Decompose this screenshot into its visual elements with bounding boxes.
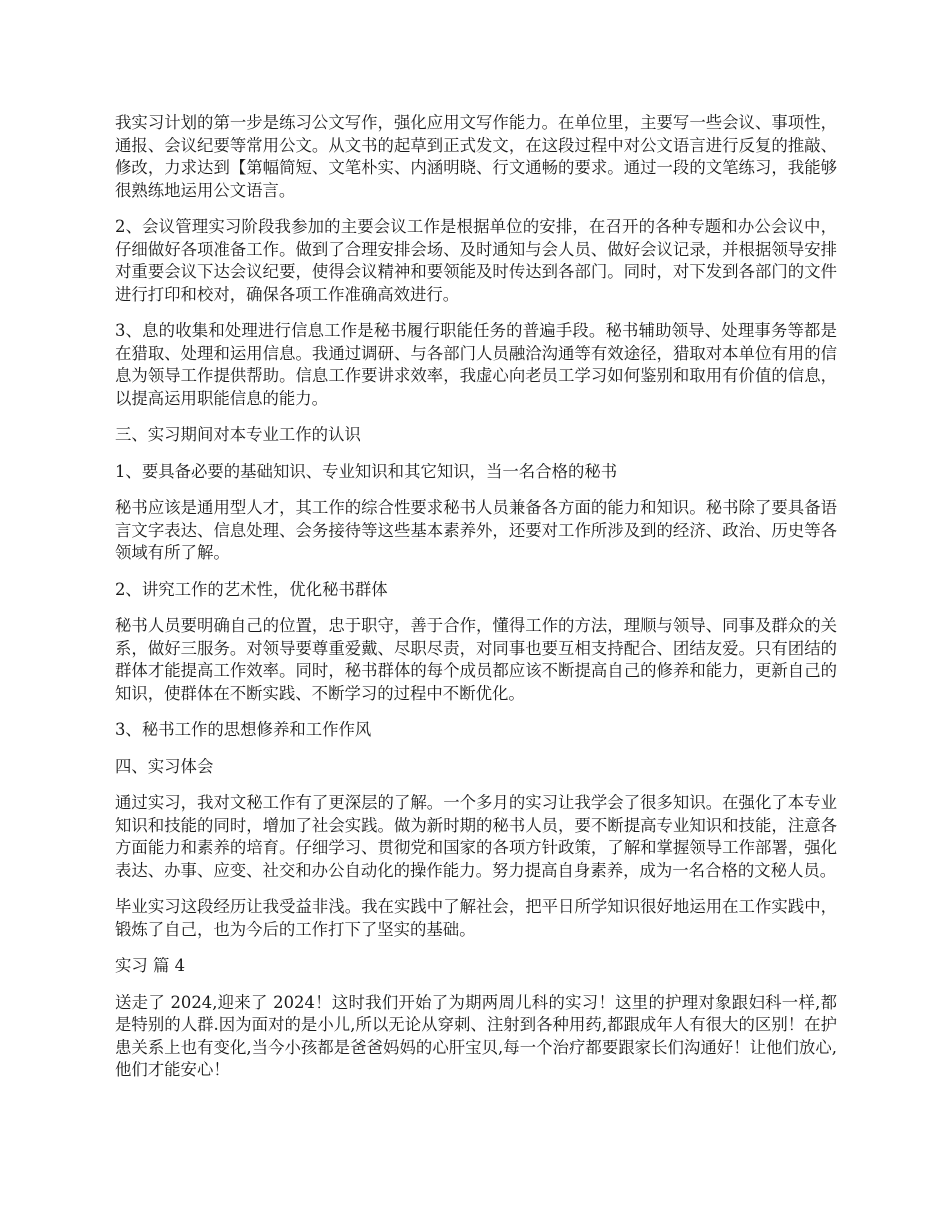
section-heading-experience: 四、实习体会 (115, 756, 214, 776)
paragraph-graduation-internship: 毕业实习这段经历让我受益非浅。我在实践中了解社会，把平日所学知识很好地运用在工作实践中，锻炼了自己，也为今后的工作打下了坚实的基础。 (115, 897, 837, 939)
paragraph-secretary-position: 秘书人员要明确自己的位置，忠于职守，善于合作，懂得工作的方法，理顺与领导、同事及群众的关系，做好三服务。对领导要尊重爱戴、尽职尽责，对同事也要互相支持配合、团结友爱。只有团结的群体才能提高工作效率。同时，秘书群体的每个成员都应该不断提高自己的修养和能力，更新自己的知识，使群体在不断实践、不断学习的过程中不断优化。 (115, 616, 837, 703)
paragraph-pediatrics-internship: 送走了 2024,迎来了 2024！这时我们开始了为期两周儿科的实习！这里的护理对象跟妇科一样,都是特别的人群.因为面对的是小儿,所以无论从穿刺、注射到各种用药,都跟成年人有很大的区别！在护患关系上也有变化,当今小孩都是爸爸妈妈的心肝宝贝,每一个治疗都要跟家长们沟通好！让他们放心,他们才能安心！ (115, 992, 837, 1079)
subheading-knowledge: 1、要具备必要的基础知识、专业知识和其它知识，当一名合格的秘书 (115, 461, 618, 481)
paragraph-secretary-talent: 秘书应该是通用型人才，其工作的综合性要求秘书人员兼备各方面的能力和知识。秘书除了要具备语言文字表达、信息处理、会务接待等这些基本素养外，还要对工作所涉及到的经济、政治、历史等各领域有所了解。 (115, 498, 837, 562)
section-heading-understanding: 三、实习期间对本专业工作的认识 (115, 425, 361, 444)
article-heading-part4: 实习 篇 4 (115, 956, 186, 975)
paragraph-meeting-management: 2、会议管理实习阶段我参加的主要会议工作是根据单位的安排，在召开的各种专题和办公会议中，仔细做好各项准备工作。做到了合理安排会场、及时通知与会人员、做好会议记录，并根据领导安排对重要会议下达会议纪要，使得会议精神和要领能及时传达到各部门。同时，对下发到各部门的文件进行打印和校对，确保各项工作准确高效进行。 (115, 217, 837, 304)
subheading-work-artistry: 2、讲究工作的艺术性，优化秘书群体 (115, 579, 388, 599)
paragraph-information-handling: 3、息的收集和处理进行信息工作是秘书履行职能任务的普遍手段。秘书辅助领导、处理事务等都是在猎取、处理和运用信息。我通过调研、与各部门人员融洽沟通等有效途径，猎取对本单位有用的信息为领导工作提供帮助。信息工作要讲求效率，我虚心向老员工学习如何鉴别和取用有价值的信息，以提高运用职能信息的能力。 (115, 321, 837, 408)
document-page (115, 112, 837, 1096)
subheading-work-style: 3、秘书工作的思想修养和工作作风 (115, 720, 372, 739)
paragraph-internship-reflection: 通过实习，我对文秘工作有了更深层的了解。一个多月的实习让我学会了很多知识。在强化了本专业知识和技能的同时，增加了社会实践。做为新时期的秘书人员，要不断提高专业知识和技能，注意各方面能力和素养的培育。仔细学习、贯彻党和国家的各项方针政策，了解和掌握领导工作部署，强化表达、办事、应变、社交和办公自动化的操作能力。努力提高自身素养，成为一名合格的文秘人员。 (115, 793, 837, 880)
paragraph-writing-practice: 我实习计划的第一步是练习公文写作，强化应用文写作能力。在单位里，主要写一些会议、事项性，通报、会议纪要等常用公文。从文书的起草到正式发文，在这段过程中对公文语言进行反复的推敲、修改，力求达到【第幅简短、文笔朴实、内涵明晓、行文通畅的要求。通过一段的文笔练习，我能够很熟练地运用公文语言。 (115, 113, 837, 200)
